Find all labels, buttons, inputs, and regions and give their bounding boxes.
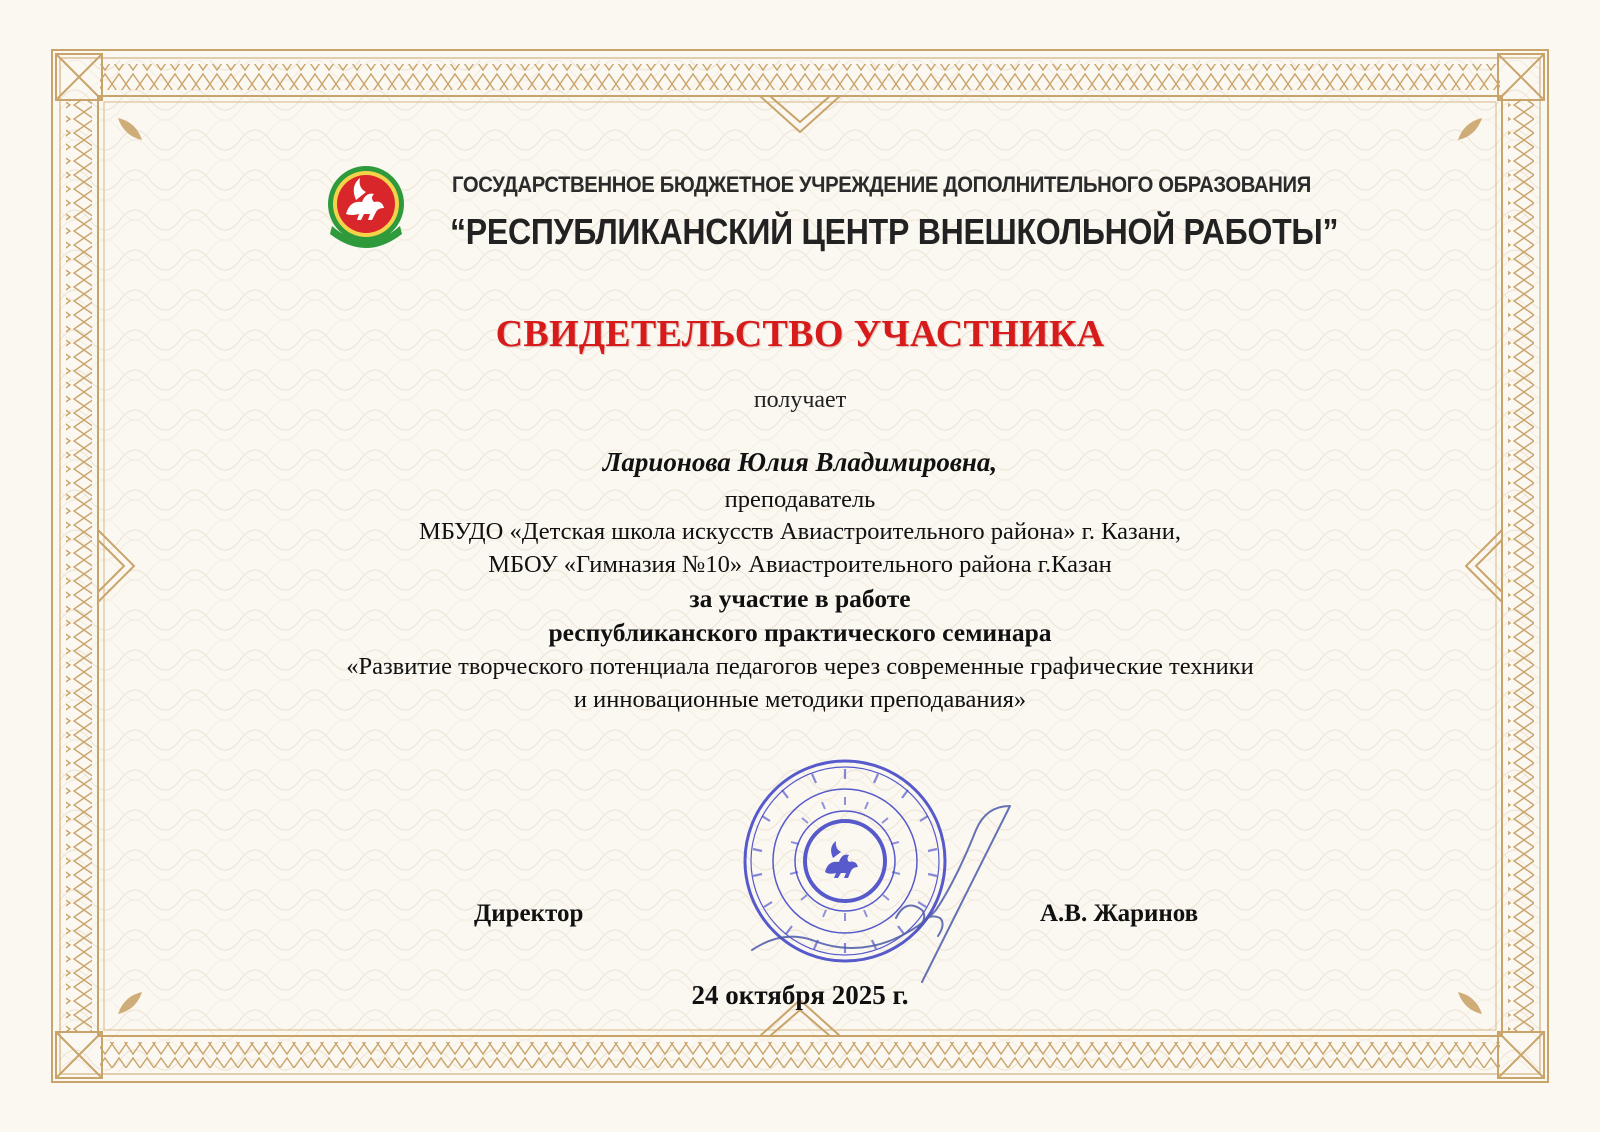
tatarstan-emblem-icon: [326, 160, 406, 256]
organization-name: “РЕСПУБЛИКАНСКИЙ ЦЕНТР ВНЕШКОЛЬНОЙ РАБОТЫ”: [450, 211, 1339, 252]
organization-type: ГОСУДАРСТВЕННОЕ БЮДЖЕТНОЕ УЧРЕЖДЕНИЕ ДОПОЛНИТЕЛЬНОГО ОБРАЗОВАНИЯ: [452, 172, 1311, 197]
seminar-title-line-1: «Развитие творческого потенциала педагогов через современные графические техники: [346, 653, 1254, 680]
certificate-title: СВИДЕТЕЛЬСТВО УЧАСТНИКА: [495, 313, 1105, 355]
workplace-line-2: МБОУ «Гимназия №10» Авиастроительного района г.Казан: [488, 551, 1112, 578]
recipient-name: Ларионова Юлия Владимировна,: [602, 447, 998, 477]
participation-line-1: за участие в работе: [689, 584, 911, 613]
director-name: А.В. Жаринов: [1040, 900, 1199, 927]
issue-date: 24 октября 2025 г.: [691, 980, 909, 1010]
workplace-line-1: МБУДО «Детская школа искусств Авиастроительного района» г. Казани,: [419, 518, 1181, 545]
seminar-title-line-2: и инновационные методики преподавания»: [573, 686, 1027, 713]
recipient-position: преподаватель: [724, 486, 876, 513]
handwritten-signature-icon: [740, 800, 1060, 1000]
receives-label: получает: [753, 387, 847, 413]
participation-line-2: республиканского практического семинара: [548, 618, 1052, 647]
director-label: Директор: [474, 900, 584, 927]
